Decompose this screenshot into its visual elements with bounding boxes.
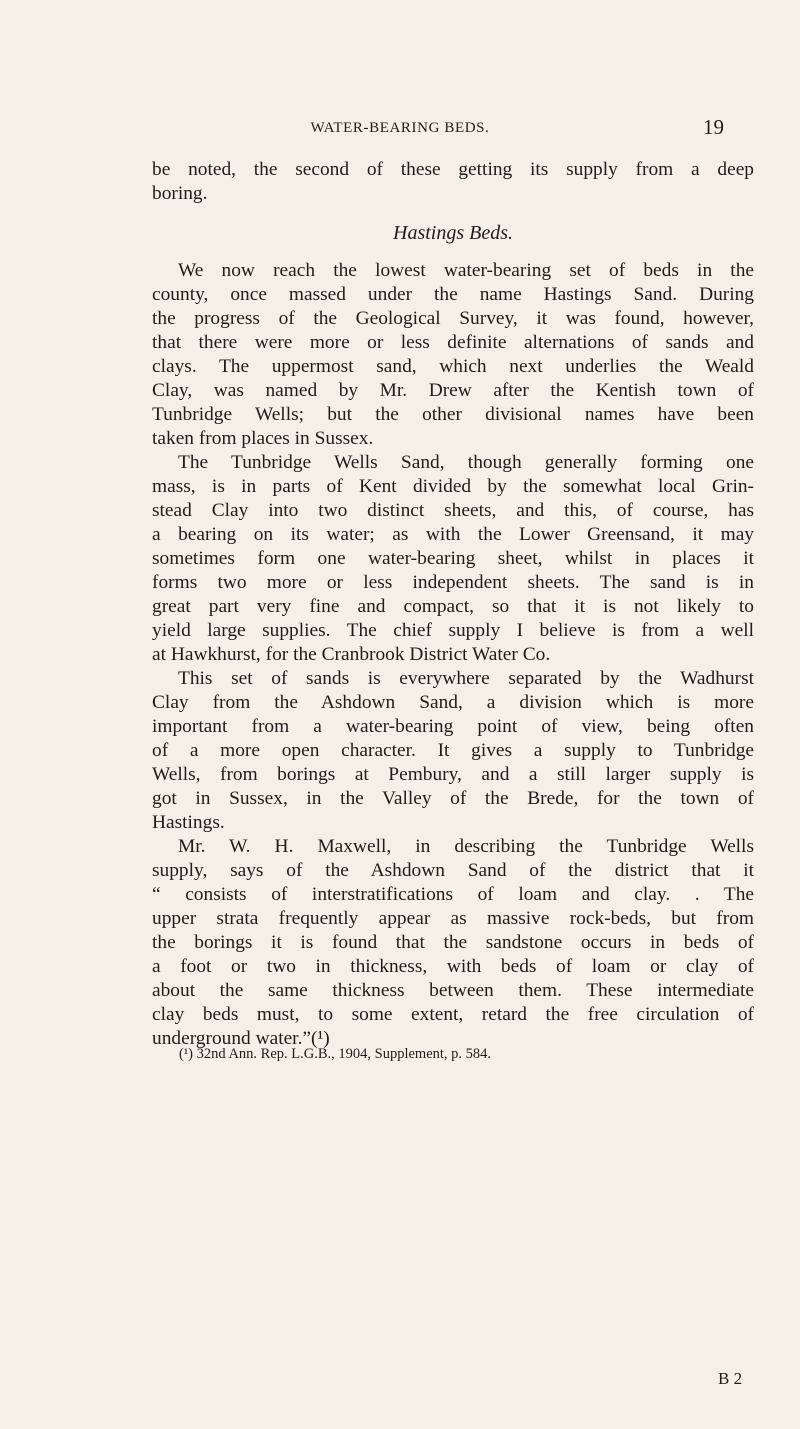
- page-number: 19: [703, 115, 724, 139]
- text-line: yield large supplies. The chief supply I believe is from a well: [152, 620, 754, 641]
- text-line: supply, says of the Ashdown Sand of the district that it: [152, 860, 754, 881]
- text-line: Clay from the Ashdown Sand, a division which is more: [152, 692, 754, 713]
- text-line: upper strata frequently appear as massive rock-beds, but from: [152, 908, 754, 929]
- text-line: at Hawkhurst, for the Cranbrook District Water Co.: [152, 644, 551, 665]
- text-line: stead Clay into two distinct sheets, and this, of course, has: [152, 500, 754, 521]
- continued-paragraph: [152, 158, 754, 206]
- text-line: underground water.”(¹): [152, 1028, 330, 1049]
- text-line: We now reach the lowest water-bearing set of beds in the: [178, 260, 754, 281]
- text-line: taken from places in Sussex.: [152, 428, 374, 449]
- text-line: sometimes form one water-bearing sheet, whilst in places it: [152, 548, 754, 569]
- text-line: Mr. W. H. Maxwell, in describing the Tunbridge Wells: [178, 836, 754, 857]
- text-line: Tunbridge Wells; but the other divisional names have been: [152, 404, 754, 425]
- paragraph: [152, 835, 754, 1051]
- text-line: of a more open character. It gives a supply to Tunbridge: [152, 740, 754, 761]
- text-line: the borings it is found that the sandstone occurs in beds of: [152, 932, 754, 953]
- text-line: The Tunbridge Wells Sand, though generally forming one: [178, 452, 754, 473]
- text-line: the progress of the Geological Survey, it was found, however,: [152, 308, 754, 329]
- text-line: great part very fine and compact, so that it is not likely to: [152, 596, 754, 617]
- signature-mark: B 2: [718, 1369, 743, 1388]
- running-head: WATER-BEARING BEDS.: [310, 120, 490, 136]
- text-line: Clay, was named by Mr. Drew after the Kentish town of: [152, 380, 754, 401]
- text-line: Wells, from borings at Pembury, and a still larger supply is: [152, 764, 754, 785]
- section-heading: Hastings Beds.: [393, 222, 513, 244]
- text-line: This set of sands is everywhere separated by the Wadhurst: [178, 668, 754, 689]
- paragraph: [152, 451, 754, 667]
- text-line: Hastings.: [152, 812, 225, 833]
- paragraph: [152, 259, 754, 451]
- text-line: a foot or two in thickness, with beds of loam or clay of: [152, 956, 754, 977]
- text-line: be noted, the second of these getting its supply from a deep: [152, 159, 754, 180]
- footnote: (¹) 32nd Ann. Rep. L.G.B., 1904, Supplement, p. 584.: [179, 1046, 492, 1062]
- text-line: clay beds must, to some extent, retard the free circulation of: [152, 1004, 754, 1025]
- text-line: forms two more or less independent sheets. The sand is in: [152, 572, 754, 593]
- text-line: got in Sussex, in the Valley of the Brede, for the town of: [152, 788, 754, 809]
- text-line: that there were more or less definite alternations of sands and: [152, 332, 754, 353]
- text-line: important from a water-bearing point of view, being often: [152, 716, 754, 737]
- text-line: “ consists of interstratifications of loam and clay. . The: [152, 884, 754, 905]
- paragraph: [152, 667, 754, 835]
- text-line: clays. The uppermost sand, which next underlies the Weald: [152, 356, 754, 377]
- text-line: a bearing on its water; as with the Lower Greensand, it may: [152, 524, 754, 545]
- text-line: county, once massed under the name Hastings Sand. During: [152, 284, 754, 305]
- text-line: mass, is in parts of Kent divided by the somewhat local Grin-: [152, 476, 754, 497]
- body-text: [152, 158, 754, 1051]
- text-line: boring.: [152, 183, 208, 204]
- text-line: about the same thickness between them. These intermediate: [152, 980, 754, 1001]
